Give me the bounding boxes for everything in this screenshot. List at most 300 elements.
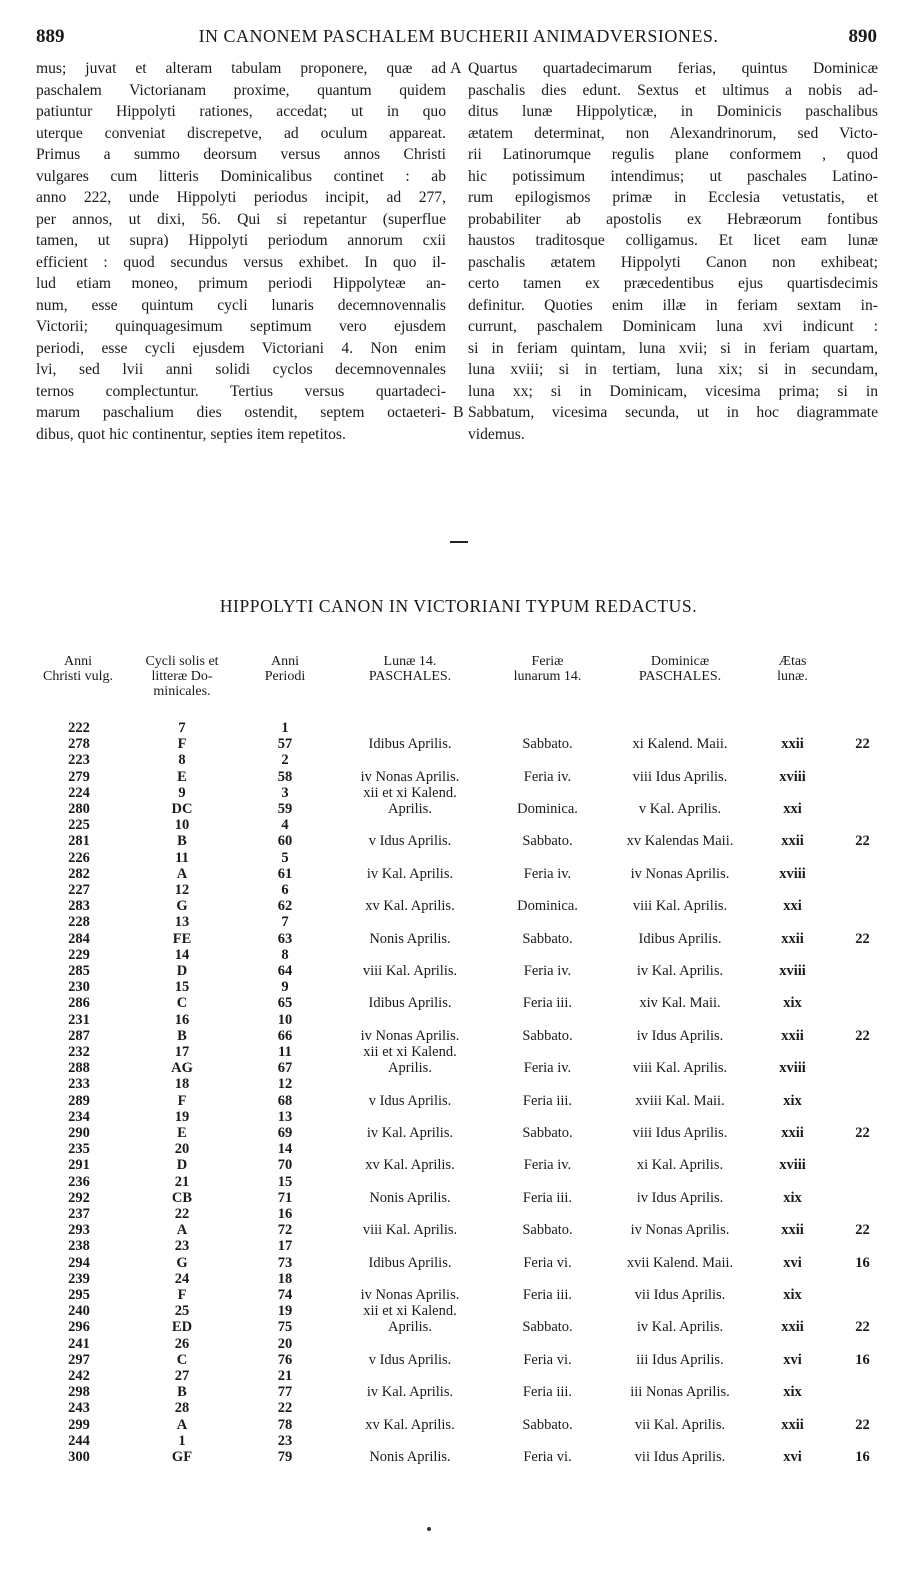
cell-anni: 278 [68, 736, 90, 753]
cell-marginal: 22 [855, 1222, 870, 1239]
text-line: definitur. Quoties enim illæ in feriam sextam in- [468, 296, 878, 314]
header-anni [28, 654, 128, 684]
cell-periodi: 21 [277, 1368, 293, 1384]
cell-dominica: Idibus Aprilis. [638, 930, 722, 947]
cell-anni: 285 [68, 963, 90, 979]
cell-feria: Feria iii. [522, 995, 573, 1012]
cell-periodi: 6 [281, 882, 289, 898]
cell-aetas: xxi [783, 801, 802, 817]
cell-periodi: 22 [277, 1400, 293, 1417]
cell-luna: Nonis Aprilis. [369, 1189, 451, 1206]
cell-anni: 241 [68, 1335, 90, 1352]
table-row [0, 736, 917, 752]
cell-marginal: 22 [855, 1416, 870, 1433]
text-line: efficient : quod secundus versus exhibet. In quo il- [36, 253, 446, 271]
cell-luna: Aprilis. [388, 1319, 432, 1336]
cell-periodi: 1 [281, 720, 289, 736]
header-dominicae [610, 654, 750, 684]
cell-aetas: xxii [781, 1027, 804, 1044]
cell-aetas: xviii [779, 1060, 806, 1077]
cell-periodi: 18 [277, 1270, 293, 1287]
cell-periodi: 58 [277, 768, 293, 785]
cell-dominica: viii Idus Aprilis. [632, 768, 728, 785]
cell-cycli: 20 [174, 1141, 190, 1158]
table-row [0, 1141, 917, 1157]
cell-aetas: xviii [779, 768, 806, 785]
text-line: tamen, ut supra) Hippolyti periodum annorum cxii [36, 232, 446, 249]
cell-aetas: xix [783, 1189, 802, 1206]
cell-marginal: 22 [855, 736, 870, 753]
cell-periodi: 20 [277, 1335, 293, 1352]
cell-periodi: 72 [277, 1222, 293, 1239]
cell-cycli: 27 [174, 1368, 190, 1384]
cell-cycli: DC [171, 801, 193, 817]
cell-anni: 300 [68, 1449, 90, 1465]
cell-dominica: vii Idus Aprilis. [634, 1287, 726, 1303]
text-line: lud etiam moneo, primum periodi Hippolyteæ an- [36, 275, 446, 292]
text-line: per annos, ut dixi, 56. Qui si repetantur (superflue [36, 210, 446, 228]
text-line: paschalis dies edunt. Sextus et ultimus a nobis ad- [468, 81, 878, 99]
header-dominicae-line: PASCHALES. [638, 669, 722, 684]
table-row [0, 866, 917, 882]
text-line: luna xx; si in Dominicam, vicesima prima; si in [468, 382, 878, 400]
table-row [0, 817, 917, 833]
cell-anni: 294 [68, 1254, 90, 1271]
table-row [0, 1417, 917, 1433]
table-row [0, 1109, 917, 1125]
page-number-left: 889 [36, 26, 65, 47]
cell-periodi: 68 [277, 1092, 293, 1109]
cell-aetas: xxii [781, 1125, 804, 1141]
cell-cycli: A [176, 1416, 188, 1433]
cell-anni: 283 [68, 898, 90, 915]
cell-cycli: B [177, 1384, 187, 1401]
cell-aetas: xxii [781, 1319, 804, 1336]
cell-luna: v Idus Aprilis. [368, 1351, 452, 1368]
text-line: certo tamen ex præcedentibus ejus quartisdecimis [468, 275, 878, 292]
cell-periodi: 12 [277, 1076, 293, 1093]
table-row [0, 785, 917, 801]
cell-luna: viii Kal. Aprilis. [362, 1222, 458, 1239]
header-dominicae-line: Dominicæ [650, 654, 710, 669]
cell-anni: 242 [68, 1368, 90, 1384]
cell-anni: 299 [68, 1416, 90, 1433]
table-row [0, 1303, 917, 1319]
table-row [0, 1060, 917, 1076]
cell-luna: xv Kal. Aprilis. [365, 1157, 455, 1174]
cell-anni: 295 [68, 1287, 90, 1303]
header-cycli-line: litteræ Do- [151, 669, 213, 684]
cell-feria: Feria iv. [523, 963, 572, 979]
cell-anni: 289 [68, 1092, 90, 1109]
cell-aetas: xix [783, 1092, 802, 1109]
table-row [0, 1238, 917, 1254]
cell-anni: 282 [68, 865, 90, 882]
cell-anni: 225 [68, 817, 90, 834]
table-row [0, 1174, 917, 1190]
cell-cycli: F [177, 1287, 187, 1303]
cell-cycli: FE [172, 930, 192, 947]
cell-dominica: iii Nonas Aprilis. [630, 1384, 730, 1401]
cell-dominica: iv Idus Aprilis. [636, 1189, 724, 1206]
cell-luna: Aprilis. [388, 801, 432, 817]
cell-dominica: viii Kal. Aprilis. [632, 898, 728, 915]
cell-cycli: B [177, 833, 187, 850]
cell-feria: Feria vi. [523, 1351, 572, 1368]
table-row [0, 850, 917, 866]
cell-anni: 244 [68, 1432, 90, 1449]
table-row [0, 1157, 917, 1173]
cell-anni: 222 [68, 720, 90, 736]
cell-dominica: vii Idus Aprilis. [634, 1449, 726, 1465]
text-line: Quartus quartadecimarum ferias, quintus Dominicæ [468, 60, 878, 77]
cell-cycli: 11 [175, 849, 189, 866]
text-line: num, esse quintum cycli lunaris decemnovennalis [36, 296, 446, 314]
table-row [0, 1012, 917, 1028]
text-line: anno 222, unde Hippolyti periodus incipit, ad 277, [36, 189, 446, 206]
cell-cycli: 24 [174, 1270, 190, 1287]
cell-cycli: 13 [174, 914, 190, 931]
cell-feria: Sabbato. [522, 736, 573, 753]
cell-cycli: 25 [174, 1303, 190, 1320]
cell-luna: Idibus Aprilis. [368, 1254, 452, 1271]
cell-luna: xii et xi Kalend. [363, 1044, 457, 1060]
table-row [0, 1352, 917, 1368]
cell-anni: 235 [68, 1141, 90, 1158]
table-row [0, 1400, 917, 1416]
table-title: HIPPOLYTI CANON IN VICTORIANI TYPUM REDACTUS. [219, 596, 698, 616]
cell-periodi: 17 [277, 1238, 293, 1255]
cell-periodi: 23 [277, 1432, 293, 1449]
cell-feria: Sabbato. [522, 1319, 573, 1336]
cell-periodi: 16 [277, 1206, 293, 1222]
header-aetas-line: Ætas [778, 654, 807, 669]
cell-periodi: 19 [277, 1303, 293, 1320]
cell-cycli: G [176, 1254, 188, 1271]
cell-feria: Feria iii. [522, 1384, 573, 1401]
cell-feria: Feria vi. [523, 1449, 572, 1465]
cell-aetas: xxii [781, 1222, 804, 1239]
cell-periodi: 2 [281, 752, 289, 769]
table-row [0, 1206, 917, 1222]
cell-cycli: GF [171, 1449, 193, 1465]
cell-dominica: iv Nonas Aprilis. [630, 1222, 730, 1239]
cell-anni: 224 [68, 784, 90, 801]
page-number-right: 890 [848, 26, 877, 47]
cell-periodi: 60 [277, 833, 293, 850]
cell-anni: 243 [68, 1400, 90, 1417]
cell-anni: 297 [68, 1351, 90, 1368]
cell-feria: Dominica. [517, 801, 578, 817]
right-text-column [468, 58, 878, 445]
cell-dominica: xv Kalendas Maii. [626, 833, 734, 850]
cell-aetas: xvi [783, 1449, 802, 1465]
text-line: paschalis ætatem Hippolyti Canon non exhibeat; [468, 253, 878, 271]
table-row [0, 995, 917, 1011]
cell-anni: 296 [68, 1319, 90, 1336]
header-aetas-line: lunæ. [777, 669, 808, 684]
cell-anni: 291 [68, 1157, 90, 1174]
cell-cycli: A [176, 1222, 188, 1239]
cell-marginal: 16 [855, 1351, 870, 1368]
cell-anni: 223 [68, 752, 90, 769]
header-lunae-line: Lunæ 14. [383, 654, 437, 669]
cell-anni: 237 [68, 1206, 90, 1222]
cell-periodi: 65 [277, 995, 293, 1012]
cell-periodi: 4 [281, 817, 289, 834]
cell-aetas: xxi [783, 898, 802, 915]
text-line: haustos traditosque colligamus. Et licet eam lunæ [468, 232, 878, 249]
cell-periodi: 73 [277, 1254, 293, 1271]
table-row [0, 1222, 917, 1238]
cell-anni: 226 [68, 849, 90, 866]
cell-cycli: 21 [174, 1173, 190, 1190]
table-row [0, 720, 917, 736]
cell-luna: v Idus Aprilis. [368, 1092, 452, 1109]
header-periodi [245, 654, 325, 684]
table-row [0, 833, 917, 849]
table-row [0, 1255, 917, 1271]
cell-anni: 227 [68, 882, 90, 898]
cell-periodi: 9 [281, 979, 289, 996]
table-row [0, 931, 917, 947]
cell-periodi: 3 [281, 784, 289, 801]
cell-feria: Sabbato. [522, 1222, 573, 1239]
cell-aetas: xvi [783, 1254, 802, 1271]
table-row [0, 979, 917, 995]
cell-periodi: 15 [277, 1173, 293, 1190]
section-divider [450, 541, 468, 543]
text-line: periodi, esse cycli ejusdem Victoriani 4. Non enim [36, 339, 446, 357]
cell-anni: 286 [68, 995, 90, 1012]
cell-aetas: xviii [779, 865, 806, 882]
table-row [0, 947, 917, 963]
cell-marginal: 22 [855, 833, 870, 850]
cell-cycli: 9 [178, 784, 186, 801]
header-periodi-line: Periodi [264, 669, 306, 684]
cell-cycli: 8 [178, 752, 186, 769]
cell-feria: Feria iii. [522, 1287, 573, 1303]
header-aetas [765, 654, 820, 684]
cell-marginal: 16 [855, 1449, 870, 1465]
cell-anni: 229 [68, 946, 90, 963]
header-feriae [500, 654, 595, 684]
cell-cycli: 19 [174, 1108, 190, 1125]
cell-luna: Aprilis. [388, 1060, 432, 1077]
cell-cycli: E [177, 768, 187, 785]
cell-aetas: xxii [781, 736, 804, 753]
cell-feria: Sabbato. [522, 1027, 573, 1044]
cell-cycli: F [177, 1092, 187, 1109]
cell-cycli: CB [171, 1189, 193, 1206]
cell-dominica: iii Idus Aprilis. [636, 1351, 724, 1368]
text-line: ætatem determinat, non Alexandrinorum, sed Victo- [468, 124, 878, 142]
cell-luna: viii Kal. Aprilis. [362, 963, 458, 979]
cell-cycli: 26 [174, 1335, 190, 1352]
cell-dominica: iv Idus Aprilis. [636, 1027, 724, 1044]
cell-periodi: 63 [277, 930, 293, 947]
cell-cycli: 10 [174, 817, 190, 834]
table-row [0, 769, 917, 785]
cell-feria: Feria iv. [523, 865, 572, 882]
cell-marginal: 22 [855, 1125, 870, 1141]
cell-anni: 233 [68, 1076, 90, 1093]
cell-cycli: 7 [178, 720, 186, 736]
table-row [0, 1271, 917, 1287]
cell-anni: 280 [68, 801, 90, 817]
cell-luna: v Idus Aprilis. [368, 833, 452, 850]
cell-cycli: ED [171, 1319, 193, 1336]
text-line: Victorii; quinquagesimum septimum vero ejusdem [36, 318, 446, 335]
text-line: uterque conveniat discrepetve, ad oculum appareat. [36, 124, 446, 142]
cell-anni: 232 [68, 1044, 90, 1060]
table-row [0, 1093, 917, 1109]
cell-cycli: F [177, 736, 187, 753]
header-cycli-line: minicales. [153, 684, 211, 699]
cell-luna: Idibus Aprilis. [368, 736, 452, 753]
cell-anni: 240 [68, 1303, 90, 1320]
cell-cycli: D [176, 963, 188, 979]
cell-luna: iv Kal. Aprilis. [366, 865, 454, 882]
cell-anni: 284 [68, 930, 90, 947]
cell-anni: 239 [68, 1270, 90, 1287]
table-row [0, 1028, 917, 1044]
cell-periodi: 57 [277, 736, 293, 753]
cell-luna: iv Kal. Aprilis. [366, 1125, 454, 1141]
text-line: dibus, quot hic continentur, septies item repetitos. [36, 425, 346, 443]
cell-anni: 231 [68, 1011, 90, 1028]
cell-dominica: iv Nonas Aprilis. [630, 865, 730, 882]
text-line: patiuntur Hippolyti rationes, accedat; ut in quo [36, 103, 446, 120]
cell-periodi: 78 [277, 1416, 293, 1433]
text-line: vulgares cum litteris Dominicalibus continet : ab [36, 167, 446, 185]
cell-dominica: xi Kal. Aprilis. [636, 1157, 724, 1174]
cell-anni: 298 [68, 1384, 90, 1401]
cell-feria: Feria iii. [522, 1189, 573, 1206]
cell-feria: Dominica. [517, 898, 578, 915]
table-row [0, 1287, 917, 1303]
table-row [0, 801, 917, 817]
cell-feria: Sabbato. [522, 1125, 573, 1141]
table-row [0, 963, 917, 979]
cell-luna: Idibus Aprilis. [368, 995, 452, 1012]
cell-dominica: xvii Kalend. Maii. [626, 1254, 734, 1271]
cell-aetas: xxii [781, 833, 804, 850]
text-line: Sabbatum, vicesima secunda, ut in hoc diagrammate [468, 404, 878, 421]
cell-periodi: 70 [277, 1157, 293, 1174]
running-header [0, 26, 917, 50]
table-row [0, 1384, 917, 1400]
cell-anni: 293 [68, 1222, 90, 1239]
cell-luna: iv Nonas Aprilis. [360, 1027, 460, 1044]
cell-cycli: 28 [174, 1400, 190, 1417]
header-anni-line: Christi vulg. [42, 669, 113, 684]
cell-aetas: xix [783, 995, 802, 1012]
cell-anni: 236 [68, 1173, 90, 1190]
cell-dominica: vii Kal. Aprilis. [634, 1416, 726, 1433]
cell-dominica: iv Kal. Aprilis. [636, 963, 724, 979]
text-line: mus; juvat et alteram tabulam proponere, quæ ad [36, 60, 446, 77]
cell-cycli: C [176, 1351, 188, 1368]
cell-anni: 288 [68, 1060, 90, 1077]
cell-aetas: xxii [781, 930, 804, 947]
cell-anni: 281 [68, 833, 90, 850]
table-row [0, 1433, 917, 1449]
header-lunae [340, 654, 480, 684]
cell-aetas: xviii [779, 963, 806, 979]
cell-periodi: 62 [277, 898, 293, 915]
cell-aetas: xvi [783, 1351, 802, 1368]
cell-dominica: xiv Kal. Maii. [639, 995, 721, 1012]
text-line: paschalem Victorianam proxime, quantum quidem [36, 81, 446, 99]
cell-cycli: AG [171, 1060, 193, 1077]
cell-marginal: 22 [855, 1027, 870, 1044]
column-marker-b: B [453, 404, 464, 421]
cell-marginal: 16 [855, 1254, 870, 1271]
cell-dominica: xi Kalend. Maii. [632, 736, 728, 753]
text-line: rum epilogismos primæ in Ecclesia vetustatis, et [468, 189, 878, 206]
table-row [0, 1319, 917, 1335]
cell-feria: Feria iv. [523, 768, 572, 785]
cell-marginal: 22 [855, 930, 870, 947]
cell-periodi: 11 [278, 1044, 292, 1060]
header-feriae-line: lunarum 14. [513, 669, 582, 684]
cell-periodi: 69 [277, 1125, 293, 1141]
cell-luna: xii et xi Kalend. [363, 784, 457, 801]
cell-luna: iv Nonas Aprilis. [360, 768, 460, 785]
cell-anni: 238 [68, 1238, 90, 1255]
cell-feria: Sabbato. [522, 833, 573, 850]
table-row [0, 898, 917, 914]
cell-periodi: 79 [277, 1449, 293, 1465]
cell-cycli: B [177, 1027, 187, 1044]
header-lunae-line: PASCHALES. [368, 669, 452, 684]
cell-cycli: E [177, 1125, 187, 1141]
cell-periodi: 77 [277, 1384, 293, 1401]
table-row [0, 1044, 917, 1060]
cell-luna: xv Kal. Aprilis. [365, 1416, 455, 1433]
cell-periodi: 10 [277, 1011, 293, 1028]
cell-luna: Nonis Aprilis. [369, 930, 451, 947]
cell-periodi: 61 [277, 865, 293, 882]
cell-cycli: 12 [174, 882, 190, 898]
cell-luna: xii et xi Kalend. [363, 1303, 457, 1320]
cell-aetas: xix [783, 1384, 802, 1401]
cell-anni: 234 [68, 1108, 90, 1125]
cell-anni: 279 [68, 768, 90, 785]
text-line: ditus lunæ Hippolyticæ, in Dominicis paschalibus [468, 103, 878, 120]
cell-anni: 228 [68, 914, 90, 931]
cell-anni: 290 [68, 1125, 90, 1141]
cell-periodi: 64 [277, 963, 293, 979]
cell-cycli: G [176, 898, 188, 915]
table-row [0, 1076, 917, 1092]
cell-aetas: xix [783, 1287, 802, 1303]
text-line: marum paschalium dies ostendit, septem octaeteri- [36, 404, 446, 421]
text-line: luna xviii; si in tertiam, luna xix; si in secundam, [468, 361, 878, 378]
cell-cycli: 22 [174, 1206, 190, 1222]
cell-luna: Nonis Aprilis. [369, 1449, 451, 1465]
left-text-column [36, 58, 446, 445]
cell-cycli: C [176, 995, 188, 1012]
cell-cycli: D [176, 1157, 188, 1174]
cell-periodi: 74 [277, 1287, 293, 1303]
cell-periodi: 71 [277, 1189, 293, 1206]
cell-marginal: 22 [855, 1319, 870, 1336]
text-line: Primus a summo deorsum versus annos Christi [36, 146, 446, 163]
cell-aetas: xviii [779, 1157, 806, 1174]
cell-dominica: iv Kal. Aprilis. [636, 1319, 724, 1336]
